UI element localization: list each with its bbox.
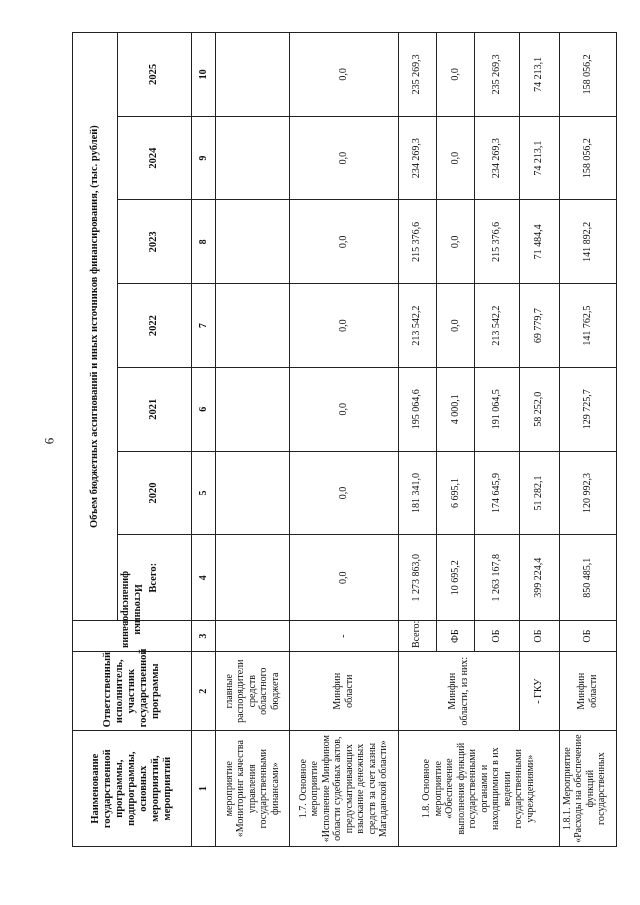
row-executor: Минфин области [559,652,616,731]
cell-value: 141 762,5 [559,284,616,368]
cell-value [216,284,290,368]
table-row [519,33,559,847]
row-source: ОБ [519,621,559,652]
row-name: 1.8.1. Мероприятие «Расходы на обеспечение функций государственных [559,731,616,847]
cell-value: 51 282,1 [519,451,559,535]
cell-value: 69 779,7 [519,284,559,368]
cell-value: 0,0 [290,200,399,284]
row-executor: Минфин области, из них: [398,652,519,731]
cell-value: 235 269,3 [398,33,436,117]
page-number: 6 [41,437,57,445]
cell-total: 850 485,1 [559,535,616,621]
row-executor: Минфин области [290,652,399,731]
cell-value: 234 269,3 [398,116,436,200]
cell-value: 213 542,2 [398,284,436,368]
header-volume: Объем бюджетных ассигнований и иных источников финансирования, (тыс. рублей) [73,33,118,621]
table-row [216,33,290,847]
rotated-page [72,32,617,847]
cell-value: 213 542,2 [474,284,519,368]
header-source-text: Источники финансирования [120,571,144,649]
cell-value: 0,0 [436,116,474,200]
column-number: 8 [191,200,216,284]
cell-total: 399 224,4 [519,535,559,621]
column-number: 9 [191,116,216,200]
cell-value [216,116,290,200]
row-name: 1.7. Основное мероприятие «Исполнение Минфином области судебных актов, предусматривающих взыскание денежных средств за счет казны Магаданской области» [290,731,399,847]
cell-total [216,535,290,621]
cell-value: 71 484,4 [519,200,559,284]
header-name: Наименование государственной программы, подпрограммы, основных мероприятий, мероприятий [73,731,192,847]
column-number: 2 [191,652,216,731]
cell-value: 174 645,9 [474,451,519,535]
cell-value: 58 252,0 [519,367,559,451]
cell-value [216,367,290,451]
row-source: ОБ [474,621,519,652]
column-number: 1 [191,731,216,847]
column-number: 5 [191,451,216,535]
row-name: 1.8. Основное мероприятие «Обеспечение выполнения функций государственными органами и находящимися в их ведении государственными учреждениями» [398,731,559,847]
header-year: 2022 [117,284,191,368]
cell-value: 141 892,2 [559,200,616,284]
cell-total: 0,0 [290,535,399,621]
cell-value: 234 269,3 [474,116,519,200]
column-number: 6 [191,367,216,451]
cell-value: 0,0 [290,284,399,368]
cell-value: 0,0 [436,200,474,284]
cell-total: 1 263 167,8 [474,535,519,621]
row-executor: главные распорядители средств областного бюджета [216,652,290,731]
row-source: ОБ [559,621,616,652]
header-row [73,33,118,847]
header-executor: Ответственный исполнитель, участник государственной программы [73,652,192,731]
column-number: 10 [191,33,216,117]
cell-value: 158 056,2 [559,33,616,117]
cell-value: 6 695,1 [436,451,474,535]
cell-value: 0,0 [290,116,399,200]
cell-value: 235 269,3 [474,33,519,117]
header-year: 2024 [117,116,191,200]
cell-total: 10 695,2 [436,535,474,621]
cell-value: 215 376,6 [398,200,436,284]
budget-table [72,32,617,847]
column-numbers-row [191,33,216,847]
row-source [216,621,290,652]
cell-value: 129 725,7 [559,367,616,451]
row-source: Всего: [398,621,436,652]
cell-value: 0,0 [290,367,399,451]
column-number: 7 [191,284,216,368]
cell-value [216,451,290,535]
header-total: Всего: [117,535,191,621]
cell-value: 0,0 [436,284,474,368]
cell-value: 191 064,5 [474,367,519,451]
cell-value: 0,0 [290,451,399,535]
cell-total: 1 273 863,0 [398,535,436,621]
row-source: - [290,621,399,652]
header-year: 2020 [117,451,191,535]
cell-value [216,33,290,117]
cell-value: 195 064,6 [398,367,436,451]
cell-value: 0,0 [436,33,474,117]
cell-value: 120 992,3 [559,451,616,535]
table-row [398,33,436,847]
cell-value: 0,0 [290,33,399,117]
cell-value: 215 376,6 [474,200,519,284]
header-year: 2023 [117,200,191,284]
column-number: 3 [191,621,216,652]
cell-value: 74 213,1 [519,116,559,200]
header-year: 2025 [117,33,191,117]
row-executor-sub: - ГКУ [519,652,559,731]
header-year: 2021 [117,367,191,451]
table-row [559,33,616,847]
cell-value: 4 000,1 [436,367,474,451]
row-name: мероприятие «Мониторинг качества управления государственными финансами» [216,731,290,847]
row-source: ФБ [436,621,474,652]
cell-value: 181 341,0 [398,451,436,535]
table-row [290,33,399,847]
cell-value: 158 056,2 [559,116,616,200]
table-container [72,32,617,847]
column-number: 4 [191,535,216,621]
cell-value: 74 213,1 [519,33,559,117]
cell-value [216,200,290,284]
